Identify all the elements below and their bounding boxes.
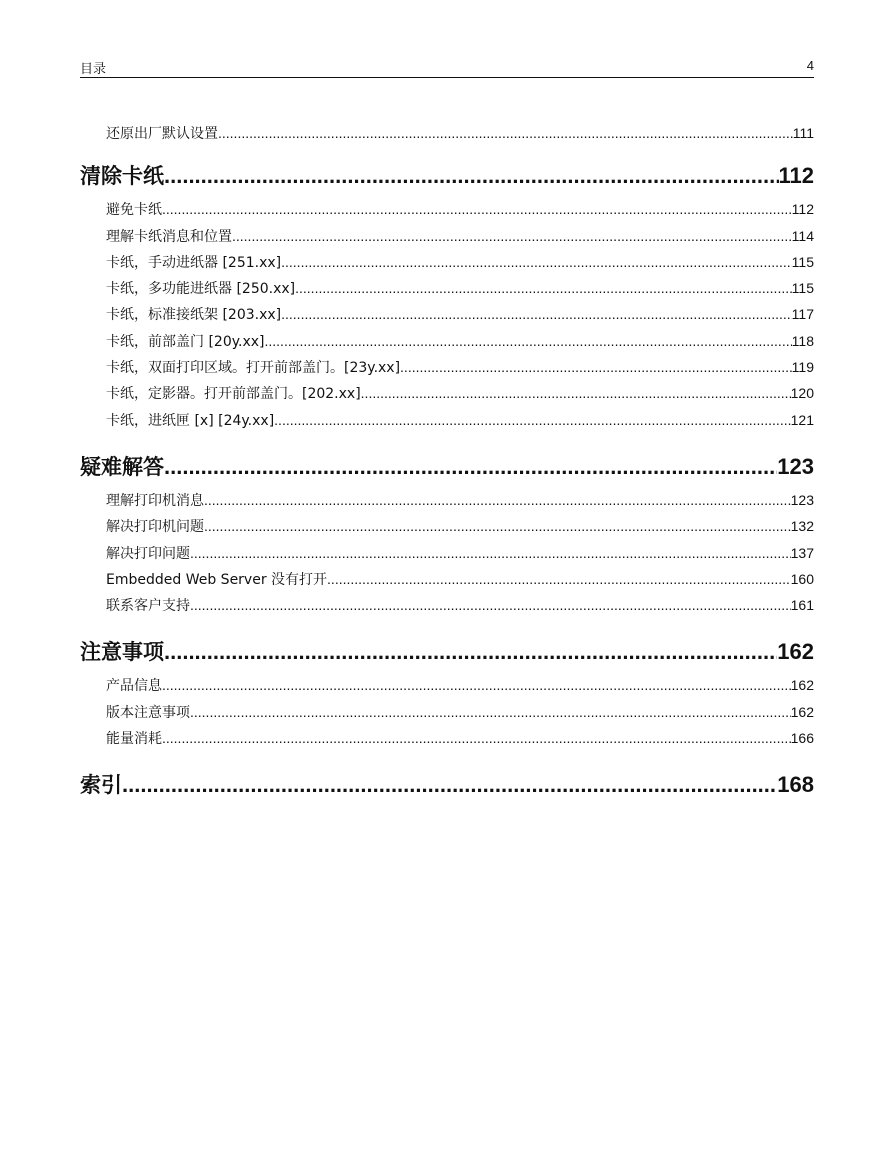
toc-entry[interactable] xyxy=(80,223,814,249)
toc-entry[interactable] xyxy=(80,249,814,275)
toc-entry-title: Embedded Web Server 没有打开 xyxy=(106,571,328,588)
dot-leader xyxy=(162,725,791,751)
toc-chapter-title: 疑难解答 xyxy=(80,453,164,479)
toc-chapter-title: 索引 xyxy=(80,772,122,798)
dot-leader xyxy=(122,765,777,805)
toc-entry[interactable] xyxy=(80,407,814,433)
toc-chapter-title: 清除卡纸 xyxy=(80,163,164,189)
toc-entry-page: 160 xyxy=(790,570,814,587)
toc-entry-page: 123 xyxy=(790,491,814,508)
toc-chapter-title: 注意事项 xyxy=(80,639,164,665)
toc-entry[interactable] xyxy=(80,301,814,327)
toc-entry-title: 卡纸，进纸匣 [x] [24y.xx] xyxy=(106,412,275,429)
toc-entry[interactable] xyxy=(80,380,814,406)
toc-entry-title: 产品信息 xyxy=(106,678,162,695)
toc-entry-title: 版本注意事项 xyxy=(106,704,190,721)
toc-entry[interactable] xyxy=(80,540,814,566)
toc-entry-title: 联系客户支持 xyxy=(106,598,190,615)
toc-entry-page: 111 xyxy=(792,125,814,141)
toc-entry[interactable] xyxy=(80,196,814,222)
toc-chapter-page: 168 xyxy=(777,772,814,798)
dot-leader xyxy=(204,487,791,513)
dot-leader xyxy=(204,513,791,539)
toc-entry-title: 能量消耗 xyxy=(106,731,162,748)
toc-entry-title: 避免卡纸 xyxy=(106,202,162,219)
dot-leader xyxy=(400,354,792,380)
toc-chapter[interactable] xyxy=(80,765,814,805)
toc-entry[interactable] xyxy=(80,120,814,146)
dot-leader xyxy=(218,120,793,146)
toc-entry-title: 卡纸，标准接纸架 [203.xx] xyxy=(106,307,282,324)
toc-entry-page: 162 xyxy=(790,703,814,720)
toc-entry-page: 166 xyxy=(790,730,814,747)
toc-entry-page: 115 xyxy=(791,253,814,270)
toc-entry-page: 115 xyxy=(791,280,814,297)
header-title: 目录 xyxy=(80,61,107,76)
dot-leader xyxy=(190,699,791,725)
toc-chapter-page: 162 xyxy=(777,639,814,665)
dot-leader xyxy=(190,540,791,566)
dot-leader xyxy=(274,407,790,433)
dot-leader xyxy=(164,156,779,196)
toc-entry-page: 120 xyxy=(790,385,814,402)
toc-entry-title: 卡纸，双面打印区域。打开前部盖门。[23y.xx] xyxy=(106,360,401,377)
toc-entry[interactable] xyxy=(80,487,814,513)
toc-chapter-page: 112 xyxy=(778,163,814,189)
toc-entry-title: 解决打印问题 xyxy=(106,545,190,562)
toc-entry-title: 理解卡纸消息和位置 xyxy=(106,228,232,245)
toc-entry[interactable] xyxy=(80,328,814,354)
dot-leader xyxy=(327,566,791,592)
table-of-contents xyxy=(80,120,814,805)
dot-leader xyxy=(295,275,792,301)
dot-leader xyxy=(164,447,777,487)
header-page-number: 4 xyxy=(806,58,814,73)
toc-entry-title: 卡纸，前部盖门 [20y.xx] xyxy=(106,333,265,350)
toc-entry[interactable] xyxy=(80,699,814,725)
toc-entry-page: 118 xyxy=(791,332,814,349)
toc-chapter-page: 123 xyxy=(777,453,814,479)
toc-chapter[interactable] xyxy=(80,632,814,672)
dot-leader xyxy=(361,380,791,406)
toc-entry-title: 卡纸，手动进纸器 [251.xx] xyxy=(106,254,282,271)
toc-entry[interactable] xyxy=(80,566,814,592)
dot-leader xyxy=(162,196,792,222)
toc-entry[interactable] xyxy=(80,672,814,698)
page-header xyxy=(80,58,814,78)
toc-entry-title: 还原出厂默认设置 xyxy=(106,126,218,142)
toc-entry-page: 137 xyxy=(790,544,814,561)
dot-leader xyxy=(265,328,792,354)
dot-leader xyxy=(281,301,792,327)
toc-entry-page: 132 xyxy=(790,518,814,535)
toc-chapter[interactable] xyxy=(80,156,814,196)
toc-entry[interactable] xyxy=(80,513,814,539)
toc-entry-title: 理解打印机消息 xyxy=(106,492,204,509)
dot-leader xyxy=(164,632,777,672)
dot-leader xyxy=(162,672,791,698)
toc-entry-page: 121 xyxy=(790,411,814,428)
dot-leader xyxy=(190,592,791,618)
toc-entry[interactable] xyxy=(80,275,814,301)
toc-entry-page: 117 xyxy=(791,306,814,323)
toc-entry-page: 112 xyxy=(791,201,814,218)
toc-entry[interactable] xyxy=(80,725,814,751)
toc-entry-page: 119 xyxy=(791,359,814,376)
toc-entry-page: 162 xyxy=(790,677,814,694)
toc-entry-page: 114 xyxy=(791,227,814,244)
toc-entry[interactable] xyxy=(80,592,814,618)
toc-entry-title: 卡纸，多功能进纸器 [250.xx] xyxy=(106,281,296,298)
dot-leader xyxy=(281,249,792,275)
toc-entry-title: 卡纸，定影器。打开前部盖门。[202.xx] xyxy=(106,386,361,403)
toc-chapter[interactable] xyxy=(80,447,814,487)
toc-entry[interactable] xyxy=(80,354,814,380)
toc-entry-title: 解决打印机问题 xyxy=(106,519,204,536)
dot-leader xyxy=(232,223,792,249)
toc-entry-page: 161 xyxy=(790,597,814,614)
